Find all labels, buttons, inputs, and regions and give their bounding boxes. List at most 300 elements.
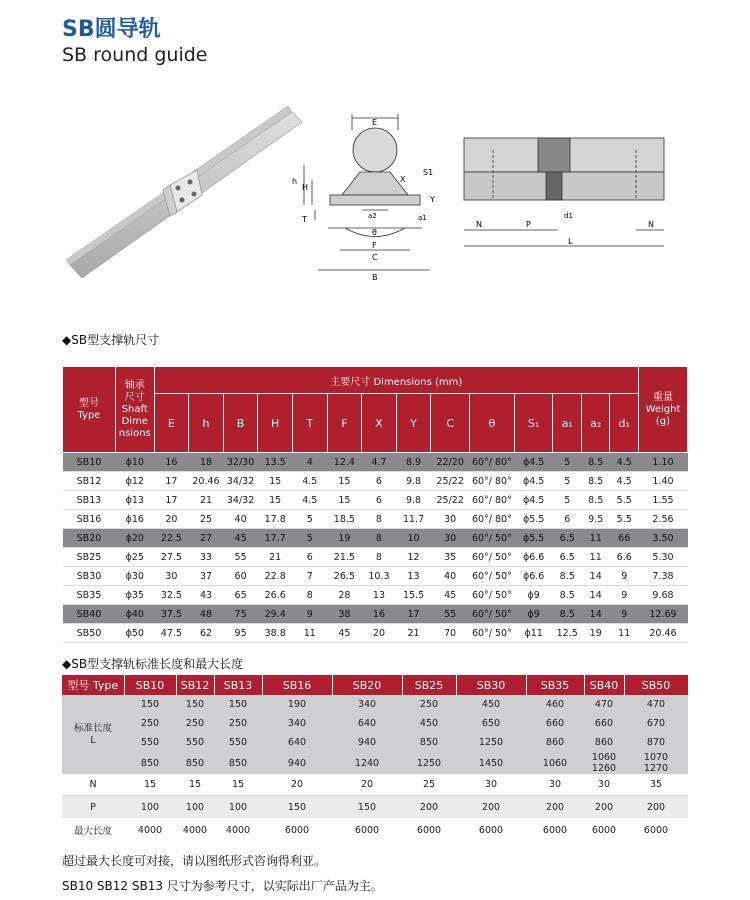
table-cell: SB35: [63, 586, 116, 605]
table-cell: 9: [610, 567, 639, 586]
table-cell: 37: [189, 567, 224, 586]
page-title-cn: SB圆导轨: [62, 17, 161, 42]
table-cell: 19: [327, 529, 362, 548]
length-cell: 250: [402, 695, 456, 714]
table-cell: 21: [258, 548, 293, 567]
table-cell: 40: [431, 567, 470, 586]
length-cell: 1450: [456, 752, 526, 774]
table-cell: 4000: [225, 824, 251, 836]
table-cell: 17.7: [258, 529, 293, 548]
length-cell: 450: [456, 695, 526, 714]
length-header-1: SB10: [124, 675, 176, 695]
table-cell: 26.6: [258, 586, 293, 605]
length-cell: 340: [262, 714, 332, 733]
length-cell: 250: [214, 714, 262, 733]
table-cell: 60°/ 80°: [470, 491, 515, 510]
table-cell: 17: [154, 472, 189, 491]
length-cell: 250: [124, 714, 176, 733]
table-cell: ϕ12: [115, 472, 154, 491]
table-cell: 21: [189, 491, 224, 510]
table-cell: 4000: [182, 824, 208, 836]
table-cell: 11: [610, 624, 639, 643]
length-cell: 470: [624, 695, 688, 714]
table-cell: 38.8: [258, 624, 293, 643]
length-cell: 940: [262, 752, 332, 774]
length-cell: 640: [262, 733, 332, 752]
table-cell: 34/32: [223, 472, 258, 491]
table-cell: 25: [402, 774, 456, 796]
side-view-diagram: [458, 130, 673, 255]
length-cell: 850: [176, 752, 214, 774]
table-cell: SB25: [63, 548, 116, 567]
table-cell: 5: [553, 472, 582, 491]
header-col-12: a₂: [581, 394, 610, 453]
table-row: [63, 586, 688, 605]
table-cell: 11: [581, 529, 610, 548]
table-cell: 30: [526, 774, 584, 796]
table-cell: 25/22: [431, 472, 470, 491]
length-table-row-N: [62, 774, 688, 796]
table-cell: 5: [292, 529, 327, 548]
table-cell: 43: [189, 586, 224, 605]
table-cell: SB20: [63, 529, 116, 548]
length-cell: 470: [584, 695, 624, 714]
page-title-en: SB round guide: [62, 44, 208, 66]
table-cell: 5.5: [610, 491, 639, 510]
header-col-5: F: [327, 394, 362, 453]
header-col-7: Y: [396, 394, 431, 453]
table-row: [63, 605, 688, 624]
table-cell: 45: [223, 529, 258, 548]
table-cell: 32.5: [154, 586, 189, 605]
table-cell: 100: [214, 796, 262, 819]
table-cell: 22.5: [154, 529, 189, 548]
note-reference: SB10 SB12 SB13 尺寸为参考尺寸，以实际出厂产品为主。: [62, 879, 383, 893]
label-a2: a2: [368, 212, 377, 220]
table-cell: 15: [258, 491, 293, 510]
table-cell: 18.5: [327, 510, 362, 529]
table-cell: 55: [431, 605, 470, 624]
table-cell: 28: [327, 586, 362, 605]
table-cell: ϕ5.5: [514, 510, 553, 529]
table-cell: 18: [189, 453, 224, 472]
length-cell: 660: [584, 714, 624, 733]
label-a1: a1: [418, 214, 427, 222]
length-cell: 150: [176, 695, 214, 714]
table-cell: 15: [214, 774, 262, 796]
table-cell: 20: [154, 510, 189, 529]
row-label-max: 最大长度: [73, 826, 112, 837]
table-cell: 13.5: [258, 453, 293, 472]
product-photo: [62, 100, 312, 295]
length-cell: 860: [584, 733, 624, 752]
table-cell: 8: [292, 586, 327, 605]
table-cell: 8.5: [553, 567, 582, 586]
note-joining: 超过最大长度可对接，请以图纸形式咨询得利亚。: [62, 854, 327, 868]
table-row: [63, 548, 688, 567]
length-header-7: SB30: [456, 675, 526, 695]
table-cell: 6000: [354, 824, 380, 836]
label-X: X: [400, 175, 406, 184]
length-header-0: 型号 Type: [62, 675, 124, 695]
length-cell: 550: [214, 733, 262, 752]
table-cell: SB50: [63, 624, 116, 643]
header-shaft: 轴承 尺寸 Shaft Dime nsions: [115, 367, 154, 453]
table-cell: 30: [431, 529, 470, 548]
length-table-row-P: [62, 796, 688, 819]
table-cell: 4.5: [610, 453, 639, 472]
length-row: [62, 733, 688, 752]
length-cell: 150: [124, 695, 176, 714]
table-cell: 12: [396, 548, 431, 567]
table-cell: 1.55: [638, 491, 687, 510]
table-cell: 200: [526, 796, 584, 819]
length-header-2: SB12: [176, 675, 214, 695]
table-cell: 47.5: [154, 624, 189, 643]
table-cell: 6000: [542, 824, 568, 836]
label-d1: d1: [564, 212, 573, 220]
length-cell: 670: [624, 714, 688, 733]
table-cell: 150: [332, 796, 402, 819]
section-dimensions-title: ◆SB型支撑轨尺寸: [62, 333, 160, 347]
table-cell: SB40: [63, 605, 116, 624]
length-header-5: SB20: [332, 675, 402, 695]
table-cell: SB30: [63, 567, 116, 586]
table-cell: 6000: [416, 824, 442, 836]
table-cell: 10: [396, 529, 431, 548]
table-cell: ϕ30: [115, 567, 154, 586]
table-cell: 6.5: [553, 548, 582, 567]
table-cell: 9.5: [581, 510, 610, 529]
table-cell: ϕ13: [115, 491, 154, 510]
table-cell: 5.5: [610, 510, 639, 529]
table-cell: 15.5: [396, 586, 431, 605]
table-cell: ϕ9: [514, 605, 553, 624]
header-main-dimensions: 主要尺寸 Dimensions (mm): [154, 367, 638, 394]
table-cell: 4: [292, 453, 327, 472]
label-E: E: [372, 118, 378, 127]
table-cell: 6.5: [553, 529, 582, 548]
table-cell: 5: [292, 510, 327, 529]
length-header-6: SB25: [402, 675, 456, 695]
table-cell: 14: [581, 567, 610, 586]
table-cell: 7: [292, 567, 327, 586]
table-cell: 95: [223, 624, 258, 643]
table-cell: 14: [581, 605, 610, 624]
length-row: [62, 714, 688, 733]
table-cell: 9.8: [396, 472, 431, 491]
table-cell: 6000: [284, 824, 310, 836]
table-cell: ϕ4.5: [514, 491, 553, 510]
table-cell: 4.5: [292, 491, 327, 510]
table-cell: 15: [124, 774, 176, 796]
length-cell: 250: [176, 714, 214, 733]
length-header-3: SB13: [214, 675, 262, 695]
table-cell: 6.6: [610, 548, 639, 567]
table-cell: 6: [292, 548, 327, 567]
table-cell: 12.5: [553, 624, 582, 643]
table-cell: ϕ4.5: [514, 472, 553, 491]
table-cell: ϕ50: [115, 624, 154, 643]
header-col-2: B: [223, 394, 258, 453]
length-header-10: SB50: [624, 675, 688, 695]
length-value: 1070: [643, 752, 669, 763]
length-cell: 940: [332, 733, 402, 752]
table-cell: 20: [362, 624, 397, 643]
table-cell: ϕ10: [115, 453, 154, 472]
header-type: 型号 Type: [63, 367, 116, 453]
length-cell: 860: [526, 733, 584, 752]
table-cell: 6000: [643, 824, 669, 836]
length-value: 1270: [643, 763, 669, 774]
table-cell: ϕ16: [115, 510, 154, 529]
table-cell: 27: [189, 529, 224, 548]
label-theta: θ: [372, 228, 377, 237]
table-cell: 8.5: [581, 453, 610, 472]
header-col-3: H: [258, 394, 293, 453]
table-cell: 21.5: [327, 548, 362, 567]
table-cell: 8.9: [396, 453, 431, 472]
table-cell: 35: [431, 548, 470, 567]
table-cell: 16: [362, 605, 397, 624]
length-table-row-max: [62, 818, 688, 842]
length-cell: 1060: [526, 752, 584, 774]
table-cell: 12.69: [638, 605, 687, 624]
table-row: [63, 453, 688, 472]
table-cell: ϕ35: [115, 586, 154, 605]
table-cell: 30: [431, 510, 470, 529]
table-cell: 4.5: [610, 472, 639, 491]
table-cell: 7.38: [638, 567, 687, 586]
table-cell: 6: [362, 491, 397, 510]
dimensions-table: [62, 366, 688, 643]
table-cell: 65: [223, 586, 258, 605]
table-cell: 20: [262, 774, 332, 796]
table-cell: 100: [176, 796, 214, 819]
table-cell: ϕ20: [115, 529, 154, 548]
table-cell: 4.7: [362, 453, 397, 472]
table-cell: 62: [189, 624, 224, 643]
table-cell: 100: [124, 796, 176, 819]
table-cell: 37.5: [154, 605, 189, 624]
label-B: B: [372, 273, 378, 282]
table-cell: ϕ25: [115, 548, 154, 567]
table-cell: 75: [223, 605, 258, 624]
row-label-P: P: [62, 796, 124, 819]
length-cell: [624, 752, 688, 774]
table-cell: ϕ5.5: [514, 529, 553, 548]
length-row: [62, 695, 688, 714]
row-label-N: N: [62, 774, 124, 796]
label-C: C: [372, 253, 378, 262]
label-Y: Y: [430, 195, 435, 204]
table-cell: 60°/ 50°: [470, 548, 515, 567]
table-cell: 8.5: [553, 605, 582, 624]
table-cell: 60°/ 80°: [470, 510, 515, 529]
table-cell: 40: [223, 510, 258, 529]
table-cell: 11.7: [396, 510, 431, 529]
table-cell: 6: [553, 510, 582, 529]
table-cell: 60°/ 50°: [470, 605, 515, 624]
cross-section-diagram: [290, 110, 445, 290]
length-cell: 850: [402, 733, 456, 752]
length-cell: 550: [176, 733, 214, 752]
table-cell: ϕ6.6: [514, 548, 553, 567]
table-cell: 15: [327, 491, 362, 510]
table-cell: 21: [396, 624, 431, 643]
length-row: [62, 752, 688, 774]
length-cell: 870: [624, 733, 688, 752]
length-cell: 1250: [402, 752, 456, 774]
table-cell: 4.5: [292, 472, 327, 491]
label-h: h: [292, 177, 298, 186]
table-cell: 200: [402, 796, 456, 819]
length-cell: 650: [456, 714, 526, 733]
table-cell: ϕ9: [514, 586, 553, 605]
table-cell: 17.8: [258, 510, 293, 529]
table-cell: 8.5: [553, 586, 582, 605]
table-cell: 8: [362, 529, 397, 548]
table-cell: 19: [581, 624, 610, 643]
header-col-1: h: [189, 394, 224, 453]
table-cell: 8: [362, 548, 397, 567]
table-cell: 32/30: [223, 453, 258, 472]
length-cell: 640: [332, 714, 402, 733]
table-cell: 60°/ 50°: [470, 567, 515, 586]
table-row: [63, 567, 688, 586]
table-cell: 8.5: [581, 472, 610, 491]
label-P: P: [526, 220, 531, 229]
table-cell: 13: [396, 567, 431, 586]
table-cell: SB12: [63, 472, 116, 491]
length-cell: 450: [402, 714, 456, 733]
table-cell: 5: [553, 453, 582, 472]
header-col-6: X: [362, 394, 397, 453]
table-cell: 5: [553, 491, 582, 510]
table-row: [63, 472, 688, 491]
length-cell: 150: [214, 695, 262, 714]
header-col-10: S₁: [514, 394, 553, 453]
length-cell: 340: [332, 695, 402, 714]
table-cell: 5.30: [638, 548, 687, 567]
table-cell: 27.5: [154, 548, 189, 567]
table-cell: 60°/ 80°: [470, 453, 515, 472]
length-value: 1260: [591, 763, 617, 774]
table-cell: ϕ6.6: [514, 567, 553, 586]
table-cell: 150: [262, 796, 332, 819]
table-cell: SB10: [63, 453, 116, 472]
length-cell: [584, 752, 624, 774]
table-row: [63, 624, 688, 643]
header-col-4: T: [292, 394, 327, 453]
table-cell: 200: [456, 796, 526, 819]
table-cell: SB16: [63, 510, 116, 529]
table-cell: 9.68: [638, 586, 687, 605]
length-cell: 1250: [456, 733, 526, 752]
table-cell: 15: [176, 774, 214, 796]
label-N-right: N: [648, 220, 654, 229]
length-cell: 850: [124, 752, 176, 774]
table-cell: 35: [624, 774, 688, 796]
table-cell: 6000: [478, 824, 504, 836]
table-cell: 3.50: [638, 529, 687, 548]
table-cell: 4000: [137, 824, 163, 836]
table-cell: 17: [396, 605, 431, 624]
label-F: F: [372, 241, 377, 250]
table-cell: 55: [223, 548, 258, 567]
table-cell: 60°/ 80°: [470, 472, 515, 491]
table-cell: 15: [327, 472, 362, 491]
header-weight: 重量 Weight (g): [638, 367, 687, 453]
table-cell: 34/32: [223, 491, 258, 510]
table-cell: 1.40: [638, 472, 687, 491]
table-cell: 2.56: [638, 510, 687, 529]
table-row: [63, 491, 688, 510]
table-cell: 9: [292, 605, 327, 624]
table-cell: 10.3: [362, 567, 397, 586]
label-T: T: [302, 215, 307, 224]
table-cell: 16: [154, 453, 189, 472]
label-N-left: N: [476, 220, 482, 229]
table-cell: 30: [584, 774, 624, 796]
length-table: [62, 675, 689, 842]
table-cell: 14: [581, 586, 610, 605]
table-cell: 25: [189, 510, 224, 529]
length-header-8: SB35: [526, 675, 584, 695]
table-cell: 33: [189, 548, 224, 567]
length-cell: 460: [526, 695, 584, 714]
table-cell: 70: [431, 624, 470, 643]
label-S1: S1: [423, 168, 434, 177]
table-cell: 15: [258, 472, 293, 491]
table-cell: 30: [154, 567, 189, 586]
table-cell: 11: [581, 548, 610, 567]
table-cell: 60: [223, 567, 258, 586]
table-cell: 20.46: [189, 472, 224, 491]
table-cell: 30: [456, 774, 526, 796]
length-cell: 190: [262, 695, 332, 714]
table-cell: 1.10: [638, 453, 687, 472]
length-label: 标准长度 L: [62, 695, 124, 774]
table-cell: 25/22: [431, 491, 470, 510]
table-row: [63, 529, 688, 548]
length-cell: 660: [526, 714, 584, 733]
table-cell: 8: [362, 510, 397, 529]
label-H: H: [302, 183, 309, 192]
length-header-4: SB16: [262, 675, 332, 695]
section-length-title: ◆SB型支撑轨标准长度和最大长度: [62, 657, 244, 671]
table-cell: 9: [610, 605, 639, 624]
table-cell: 20: [332, 774, 402, 796]
table-cell: 26.5: [327, 567, 362, 586]
table-cell: 9.8: [396, 491, 431, 510]
table-cell: 22.8: [258, 567, 293, 586]
table-cell: 17: [154, 491, 189, 510]
header-col-13: d₁: [610, 394, 639, 453]
table-cell: ϕ4.5: [514, 453, 553, 472]
table-cell: 200: [624, 796, 688, 819]
length-cell: 550: [124, 733, 176, 752]
table-row: [63, 510, 688, 529]
table-cell: 29.4: [258, 605, 293, 624]
table-cell: ϕ40: [115, 605, 154, 624]
table-cell: 22/20: [431, 453, 470, 472]
length-cell: 850: [214, 752, 262, 774]
table-cell: 66: [610, 529, 639, 548]
table-cell: 60°/ 50°: [470, 529, 515, 548]
table-cell: 45: [327, 624, 362, 643]
table-cell: 20.46: [638, 624, 687, 643]
